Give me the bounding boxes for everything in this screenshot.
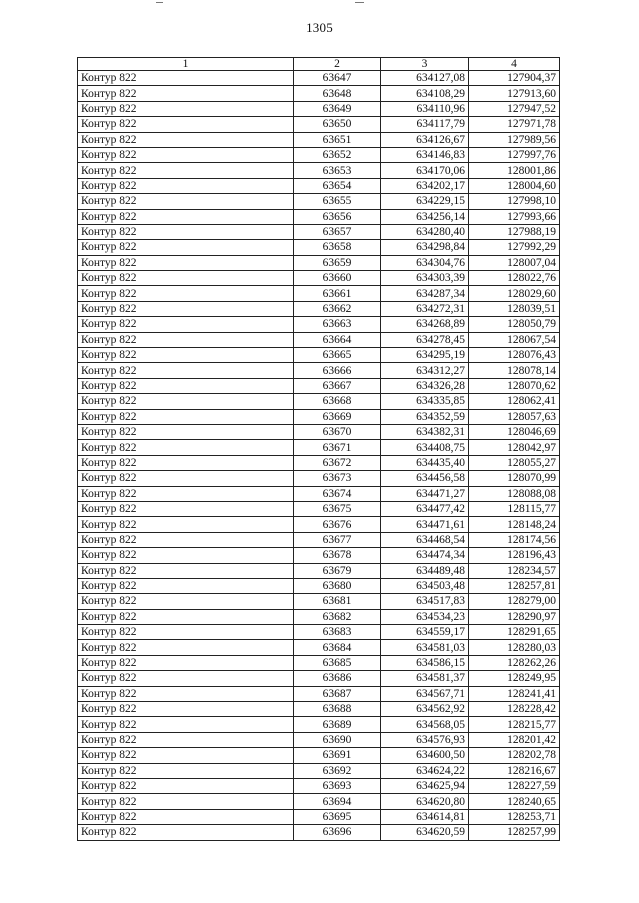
contour-name-cell: Контур 822 bbox=[78, 378, 294, 393]
contour-name-cell: Контур 822 bbox=[78, 763, 294, 778]
y-coordinate-cell: 128042,97 bbox=[469, 440, 560, 455]
x-coordinate-cell: 634456,58 bbox=[381, 471, 469, 486]
contour-name-cell: Контур 822 bbox=[78, 86, 294, 101]
point-number-cell: 63670 bbox=[294, 424, 381, 439]
table-row bbox=[78, 394, 560, 409]
table-row bbox=[78, 732, 560, 747]
table-row bbox=[78, 271, 560, 286]
contour-name-cell: Контур 822 bbox=[78, 317, 294, 332]
point-number-cell: 63671 bbox=[294, 440, 381, 455]
point-number-cell: 63666 bbox=[294, 363, 381, 378]
x-coordinate-cell: 634559,17 bbox=[381, 625, 469, 640]
point-number-cell: 63679 bbox=[294, 563, 381, 578]
table-row bbox=[78, 240, 560, 255]
contour-name-cell: Контур 822 bbox=[78, 424, 294, 439]
table-row bbox=[78, 748, 560, 763]
point-number-cell: 63672 bbox=[294, 455, 381, 470]
x-coordinate-cell: 634620,59 bbox=[381, 825, 469, 840]
y-coordinate-cell: 128228,42 bbox=[469, 702, 560, 717]
x-coordinate-cell: 634108,29 bbox=[381, 86, 469, 101]
point-number-cell: 63694 bbox=[294, 794, 381, 809]
contour-name-cell: Контур 822 bbox=[78, 686, 294, 701]
contour-name-cell: Контур 822 bbox=[78, 732, 294, 747]
x-coordinate-cell: 634127,08 bbox=[381, 71, 469, 86]
contour-name-cell: Контур 822 bbox=[78, 455, 294, 470]
header-col-3: 3 bbox=[381, 58, 469, 71]
contour-name-cell: Контур 822 bbox=[78, 625, 294, 640]
table-row bbox=[78, 409, 560, 424]
x-coordinate-cell: 634586,15 bbox=[381, 655, 469, 670]
contour-name-cell: Контур 822 bbox=[78, 778, 294, 793]
y-coordinate-cell: 127913,60 bbox=[469, 86, 560, 101]
coordinates-table bbox=[77, 57, 560, 841]
point-number-cell: 63658 bbox=[294, 240, 381, 255]
point-number-cell: 63682 bbox=[294, 609, 381, 624]
point-number-cell: 63655 bbox=[294, 194, 381, 209]
table-row bbox=[78, 117, 560, 132]
x-coordinate-cell: 634278,45 bbox=[381, 332, 469, 347]
table-row bbox=[78, 86, 560, 101]
contour-name-cell: Контур 822 bbox=[78, 332, 294, 347]
contour-name-cell: Контур 822 bbox=[78, 209, 294, 224]
contour-name-cell: Контур 822 bbox=[78, 532, 294, 547]
point-number-cell: 63689 bbox=[294, 717, 381, 732]
table-row bbox=[78, 671, 560, 686]
y-coordinate-cell: 128227,59 bbox=[469, 778, 560, 793]
x-coordinate-cell: 634567,71 bbox=[381, 686, 469, 701]
contour-name-cell: Контур 822 bbox=[78, 147, 294, 162]
x-coordinate-cell: 634352,59 bbox=[381, 409, 469, 424]
y-coordinate-cell: 127992,29 bbox=[469, 240, 560, 255]
point-number-cell: 63656 bbox=[294, 209, 381, 224]
x-coordinate-cell: 634620,80 bbox=[381, 794, 469, 809]
x-coordinate-cell: 634170,06 bbox=[381, 163, 469, 178]
point-number-cell: 63654 bbox=[294, 178, 381, 193]
table-row bbox=[78, 286, 560, 301]
y-coordinate-cell: 128196,43 bbox=[469, 548, 560, 563]
table-row bbox=[78, 209, 560, 224]
table-row bbox=[78, 332, 560, 347]
contour-name-cell: Контур 822 bbox=[78, 501, 294, 516]
scan-artifact-mark bbox=[156, 2, 163, 3]
x-coordinate-cell: 634435,40 bbox=[381, 455, 469, 470]
y-coordinate-cell: 128249,95 bbox=[469, 671, 560, 686]
y-coordinate-cell: 128070,62 bbox=[469, 378, 560, 393]
point-number-cell: 63662 bbox=[294, 301, 381, 316]
y-coordinate-cell: 128057,63 bbox=[469, 409, 560, 424]
table-row bbox=[78, 563, 560, 578]
y-coordinate-cell: 128279,00 bbox=[469, 594, 560, 609]
table-row bbox=[78, 255, 560, 270]
contour-name-cell: Контур 822 bbox=[78, 394, 294, 409]
contour-name-cell: Контур 822 bbox=[78, 655, 294, 670]
x-coordinate-cell: 634471,61 bbox=[381, 517, 469, 532]
x-coordinate-cell: 634468,54 bbox=[381, 532, 469, 547]
point-number-cell: 63674 bbox=[294, 486, 381, 501]
contour-name-cell: Контур 822 bbox=[78, 409, 294, 424]
x-coordinate-cell: 634229,15 bbox=[381, 194, 469, 209]
y-coordinate-cell: 128240,65 bbox=[469, 794, 560, 809]
header-col-2: 2 bbox=[294, 58, 381, 71]
y-coordinate-cell: 128257,81 bbox=[469, 578, 560, 593]
contour-name-cell: Контур 822 bbox=[78, 609, 294, 624]
x-coordinate-cell: 634562,92 bbox=[381, 702, 469, 717]
x-coordinate-cell: 634256,14 bbox=[381, 209, 469, 224]
table-row bbox=[78, 471, 560, 486]
point-number-cell: 63669 bbox=[294, 409, 381, 424]
table-row bbox=[78, 763, 560, 778]
table-row bbox=[78, 702, 560, 717]
contour-name-cell: Контур 822 bbox=[78, 594, 294, 609]
table-row bbox=[78, 717, 560, 732]
x-coordinate-cell: 634581,03 bbox=[381, 640, 469, 655]
point-number-cell: 63678 bbox=[294, 548, 381, 563]
contour-name-cell: Контур 822 bbox=[78, 286, 294, 301]
y-coordinate-cell: 128078,14 bbox=[469, 363, 560, 378]
table-header bbox=[78, 58, 560, 71]
table-row bbox=[78, 517, 560, 532]
point-number-cell: 63691 bbox=[294, 748, 381, 763]
y-coordinate-cell: 128257,99 bbox=[469, 825, 560, 840]
table-row bbox=[78, 101, 560, 116]
x-coordinate-cell: 634146,83 bbox=[381, 147, 469, 162]
y-coordinate-cell: 128280,03 bbox=[469, 640, 560, 655]
x-coordinate-cell: 634295,19 bbox=[381, 348, 469, 363]
table-row bbox=[78, 686, 560, 701]
x-coordinate-cell: 634280,40 bbox=[381, 224, 469, 239]
table-row bbox=[78, 224, 560, 239]
x-coordinate-cell: 634534,23 bbox=[381, 609, 469, 624]
y-coordinate-cell: 128115,77 bbox=[469, 501, 560, 516]
point-number-cell: 63653 bbox=[294, 163, 381, 178]
contour-name-cell: Контур 822 bbox=[78, 178, 294, 193]
y-coordinate-cell: 128050,79 bbox=[469, 317, 560, 332]
y-coordinate-cell: 128290,97 bbox=[469, 609, 560, 624]
contour-name-cell: Контур 822 bbox=[78, 348, 294, 363]
contour-name-cell: Контур 822 bbox=[78, 132, 294, 147]
contour-name-cell: Контур 822 bbox=[78, 717, 294, 732]
table-row bbox=[78, 317, 560, 332]
table-row bbox=[78, 486, 560, 501]
point-number-cell: 63667 bbox=[294, 378, 381, 393]
y-coordinate-cell: 128007,04 bbox=[469, 255, 560, 270]
x-coordinate-cell: 634576,93 bbox=[381, 732, 469, 747]
x-coordinate-cell: 634303,39 bbox=[381, 271, 469, 286]
contour-name-cell: Контур 822 bbox=[78, 794, 294, 809]
x-coordinate-cell: 634471,27 bbox=[381, 486, 469, 501]
table-row bbox=[78, 825, 560, 840]
point-number-cell: 63693 bbox=[294, 778, 381, 793]
x-coordinate-cell: 634117,79 bbox=[381, 117, 469, 132]
x-coordinate-cell: 634517,83 bbox=[381, 594, 469, 609]
x-coordinate-cell: 634624,22 bbox=[381, 763, 469, 778]
table-row bbox=[78, 455, 560, 470]
x-coordinate-cell: 634382,31 bbox=[381, 424, 469, 439]
x-coordinate-cell: 634477,42 bbox=[381, 501, 469, 516]
x-coordinate-cell: 634408,75 bbox=[381, 440, 469, 455]
contour-name-cell: Контур 822 bbox=[78, 101, 294, 116]
contour-name-cell: Контур 822 bbox=[78, 548, 294, 563]
point-number-cell: 63696 bbox=[294, 825, 381, 840]
y-coordinate-cell: 128262,26 bbox=[469, 655, 560, 670]
contour-name-cell: Контур 822 bbox=[78, 363, 294, 378]
y-coordinate-cell: 128148,24 bbox=[469, 517, 560, 532]
y-coordinate-cell: 127971,78 bbox=[469, 117, 560, 132]
contour-name-cell: Контур 822 bbox=[78, 271, 294, 286]
x-coordinate-cell: 634581,37 bbox=[381, 671, 469, 686]
y-coordinate-cell: 127988,19 bbox=[469, 224, 560, 239]
contour-name-cell: Контур 822 bbox=[78, 240, 294, 255]
y-coordinate-cell: 128004,60 bbox=[469, 178, 560, 193]
table-row bbox=[78, 424, 560, 439]
x-coordinate-cell: 634326,28 bbox=[381, 378, 469, 393]
y-coordinate-cell: 128291,65 bbox=[469, 625, 560, 640]
contour-name-cell: Контур 822 bbox=[78, 440, 294, 455]
y-coordinate-cell: 128070,99 bbox=[469, 471, 560, 486]
point-number-cell: 63688 bbox=[294, 702, 381, 717]
table-row bbox=[78, 194, 560, 209]
point-number-cell: 63676 bbox=[294, 517, 381, 532]
point-number-cell: 63680 bbox=[294, 578, 381, 593]
header-col-4: 4 bbox=[469, 58, 560, 71]
y-coordinate-cell: 127997,76 bbox=[469, 147, 560, 162]
table-row bbox=[78, 378, 560, 393]
y-coordinate-cell: 127989,56 bbox=[469, 132, 560, 147]
point-number-cell: 63652 bbox=[294, 147, 381, 162]
x-coordinate-cell: 634304,76 bbox=[381, 255, 469, 270]
point-number-cell: 63675 bbox=[294, 501, 381, 516]
contour-name-cell: Контур 822 bbox=[78, 702, 294, 717]
x-coordinate-cell: 634287,34 bbox=[381, 286, 469, 301]
x-coordinate-cell: 634489,48 bbox=[381, 563, 469, 578]
point-number-cell: 63665 bbox=[294, 348, 381, 363]
table-row bbox=[78, 609, 560, 624]
table-row bbox=[78, 548, 560, 563]
contour-name-cell: Контур 822 bbox=[78, 71, 294, 86]
x-coordinate-cell: 634503,48 bbox=[381, 578, 469, 593]
table-row bbox=[78, 778, 560, 793]
contour-name-cell: Контур 822 bbox=[78, 471, 294, 486]
y-coordinate-cell: 128062,41 bbox=[469, 394, 560, 409]
contour-name-cell: Контур 822 bbox=[78, 255, 294, 270]
table-row bbox=[78, 363, 560, 378]
x-coordinate-cell: 634202,17 bbox=[381, 178, 469, 193]
header-row bbox=[78, 58, 560, 71]
y-coordinate-cell: 127904,37 bbox=[469, 71, 560, 86]
y-coordinate-cell: 128039,51 bbox=[469, 301, 560, 316]
y-coordinate-cell: 128088,08 bbox=[469, 486, 560, 501]
table-row bbox=[78, 578, 560, 593]
point-number-cell: 63661 bbox=[294, 286, 381, 301]
point-number-cell: 63657 bbox=[294, 224, 381, 239]
x-coordinate-cell: 634298,84 bbox=[381, 240, 469, 255]
point-number-cell: 63650 bbox=[294, 117, 381, 132]
y-coordinate-cell: 128076,43 bbox=[469, 348, 560, 363]
contour-name-cell: Контур 822 bbox=[78, 163, 294, 178]
point-number-cell: 63647 bbox=[294, 71, 381, 86]
x-coordinate-cell: 634126,67 bbox=[381, 132, 469, 147]
point-number-cell: 63684 bbox=[294, 640, 381, 655]
table-row bbox=[78, 348, 560, 363]
y-coordinate-cell: 128067,54 bbox=[469, 332, 560, 347]
y-coordinate-cell: 128253,71 bbox=[469, 809, 560, 824]
table-row bbox=[78, 532, 560, 547]
contour-name-cell: Контур 822 bbox=[78, 563, 294, 578]
point-number-cell: 63663 bbox=[294, 317, 381, 332]
point-number-cell: 63690 bbox=[294, 732, 381, 747]
table-row bbox=[78, 147, 560, 162]
contour-name-cell: Контур 822 bbox=[78, 640, 294, 655]
point-number-cell: 63649 bbox=[294, 101, 381, 116]
table-row bbox=[78, 594, 560, 609]
y-coordinate-cell: 128234,57 bbox=[469, 563, 560, 578]
contour-name-cell: Контур 822 bbox=[78, 671, 294, 686]
table-row bbox=[78, 132, 560, 147]
y-coordinate-cell: 127947,52 bbox=[469, 101, 560, 116]
table-row bbox=[78, 71, 560, 86]
y-coordinate-cell: 128174,56 bbox=[469, 532, 560, 547]
point-number-cell: 63677 bbox=[294, 532, 381, 547]
y-coordinate-cell: 128001,86 bbox=[469, 163, 560, 178]
y-coordinate-cell: 128216,67 bbox=[469, 763, 560, 778]
table-row bbox=[78, 809, 560, 824]
contour-name-cell: Контур 822 bbox=[78, 809, 294, 824]
contour-name-cell: Контур 822 bbox=[78, 517, 294, 532]
point-number-cell: 63659 bbox=[294, 255, 381, 270]
page-number: 1305 bbox=[306, 20, 333, 35]
table-row bbox=[78, 640, 560, 655]
x-coordinate-cell: 634600,50 bbox=[381, 748, 469, 763]
point-number-cell: 63687 bbox=[294, 686, 381, 701]
contour-name-cell: Контур 822 bbox=[78, 117, 294, 132]
contour-name-cell: Контур 822 bbox=[78, 578, 294, 593]
table-body bbox=[78, 71, 560, 841]
point-number-cell: 63692 bbox=[294, 763, 381, 778]
x-coordinate-cell: 634568,05 bbox=[381, 717, 469, 732]
table-row bbox=[78, 625, 560, 640]
point-number-cell: 63668 bbox=[294, 394, 381, 409]
point-number-cell: 63695 bbox=[294, 809, 381, 824]
x-coordinate-cell: 634335,85 bbox=[381, 394, 469, 409]
table-row bbox=[78, 440, 560, 455]
y-coordinate-cell: 128046,69 bbox=[469, 424, 560, 439]
table-row bbox=[78, 301, 560, 316]
scan-artifact-mark bbox=[355, 2, 364, 3]
table-row bbox=[78, 655, 560, 670]
x-coordinate-cell: 634474,34 bbox=[381, 548, 469, 563]
contour-name-cell: Контур 822 bbox=[78, 825, 294, 840]
x-coordinate-cell: 634312,27 bbox=[381, 363, 469, 378]
point-number-cell: 63664 bbox=[294, 332, 381, 347]
contour-name-cell: Контур 822 bbox=[78, 194, 294, 209]
point-number-cell: 63673 bbox=[294, 471, 381, 486]
y-coordinate-cell: 128202,78 bbox=[469, 748, 560, 763]
y-coordinate-cell: 128201,42 bbox=[469, 732, 560, 747]
point-number-cell: 63685 bbox=[294, 655, 381, 670]
table-row bbox=[78, 794, 560, 809]
y-coordinate-cell: 127993,66 bbox=[469, 209, 560, 224]
table-row bbox=[78, 178, 560, 193]
contour-name-cell: Контур 822 bbox=[78, 224, 294, 239]
contour-name-cell: Контур 822 bbox=[78, 748, 294, 763]
point-number-cell: 63686 bbox=[294, 671, 381, 686]
x-coordinate-cell: 634272,31 bbox=[381, 301, 469, 316]
table-row bbox=[78, 501, 560, 516]
y-coordinate-cell: 128215,77 bbox=[469, 717, 560, 732]
x-coordinate-cell: 634614,81 bbox=[381, 809, 469, 824]
point-number-cell: 63681 bbox=[294, 594, 381, 609]
point-number-cell: 63683 bbox=[294, 625, 381, 640]
contour-name-cell: Контур 822 bbox=[78, 486, 294, 501]
x-coordinate-cell: 634268,89 bbox=[381, 317, 469, 332]
point-number-cell: 63660 bbox=[294, 271, 381, 286]
header-col-1: 1 bbox=[78, 58, 294, 71]
contour-name-cell: Контур 822 bbox=[78, 301, 294, 316]
point-number-cell: 63648 bbox=[294, 86, 381, 101]
y-coordinate-cell: 127998,10 bbox=[469, 194, 560, 209]
y-coordinate-cell: 128029,60 bbox=[469, 286, 560, 301]
y-coordinate-cell: 128022,76 bbox=[469, 271, 560, 286]
x-coordinate-cell: 634110,96 bbox=[381, 101, 469, 116]
y-coordinate-cell: 128055,27 bbox=[469, 455, 560, 470]
x-coordinate-cell: 634625,94 bbox=[381, 778, 469, 793]
y-coordinate-cell: 128241,41 bbox=[469, 686, 560, 701]
table-row bbox=[78, 163, 560, 178]
point-number-cell: 63651 bbox=[294, 132, 381, 147]
